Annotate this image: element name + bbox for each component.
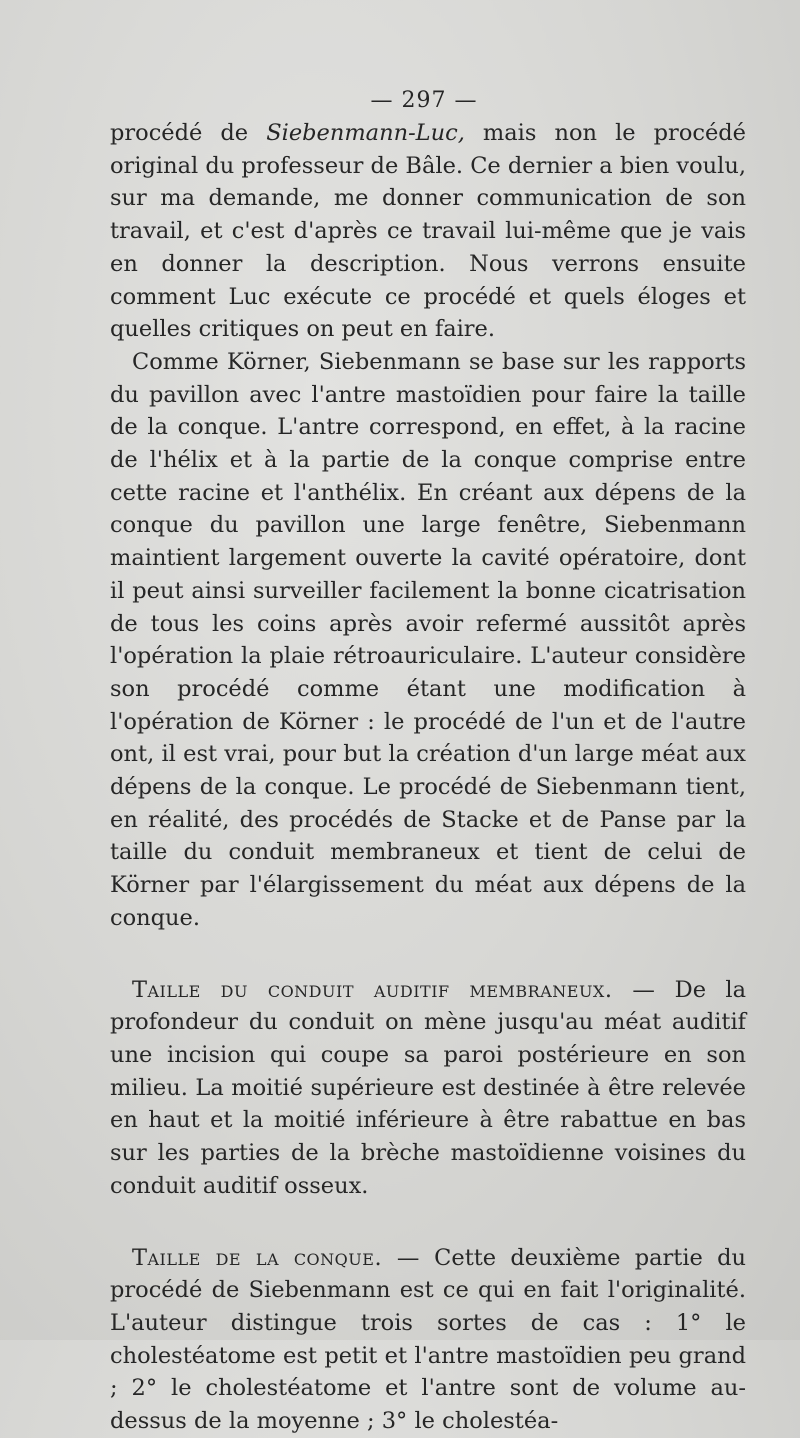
paragraph-continuation — [110, 117, 746, 346]
section-heading-conduit: Taille du conduit auditif membraneux. — — [132, 976, 656, 1003]
section-gap — [110, 1203, 746, 1242]
section-conduit — [110, 974, 746, 1203]
section-body-conduit: De la profondeur du conduit on mène jusqu'au méat auditif une incision qui coupe sa paroi postérieure en son milieu. La moitié supérieure est destinée à être relevée en haut et la moitié inférieure à être rabattue en bas sur les parties de la brèche mastoïdienne voisines du conduit auditif osseux. — [110, 976, 746, 1199]
page-number: — 297 — — [370, 88, 478, 113]
section-body-conque: Cette deuxième partie du procédé de Siebenmann est ce qui en fait l'originalité. L'auteur distingue trois sortes de cas : 1° le cholestéatome est petit et l'antre mastoïdien peu grand ; 2° le cholestéatome et l'antre sont de volume au-dessus de la moyenne ; 3° le cholestéa- — [110, 1244, 746, 1435]
paragraph-text-start: procédé de — [110, 120, 267, 146]
section-heading-conque: Taille de la conque. — — [132, 1244, 420, 1271]
section-gap — [110, 935, 746, 974]
author-name-italic: Siebenmann-Luc, — [266, 120, 465, 146]
paragraph-korner-comparison: Comme Körner, Siebenmann se base sur les rapports du pavillon avec l'antre mastoïdien pour faire la taille de la conque. L'antre correspond, en effet, à la racine de l'hélix et à la partie de la conque comprise entre cette racine et l'anthélix. En créant aux dépens de la conque du pavillon une large fenêtre, Siebenmann maintient largement ouverte la cavité opératoire, dont il peut ainsi surveiller facilement la bonne cicatrisation de tous les coins après avoir refermé aussitôt après l'opération la plaie rétroauriculaire. L'auteur considère son procédé comme étant une modification à l'opération de Körner : le procédé de l'un et de l'autre ont, il est vrai, pour but la création d'un large méat aux dépens de la conque. Le procédé de Siebenmann tient, en réalité, des procédés de Stacke et de Panse par la taille du conduit membraneux et tient de celui de Körner par l'élargissement du méat aux dépens de la conque. — [110, 348, 746, 931]
paragraph-text-end: mais non le procédé original du professeur de Bâle. Ce dernier a bien voulu, sur ma demande, me donner communication de son travail, et c'est d'après ce travail lui-même que je vais en donner la description. Nous verrons ensuite comment Luc exécute ce procédé et quels éloges et quelles critiques on peut en faire. — [110, 120, 746, 343]
book-page — [110, 88, 746, 1438]
